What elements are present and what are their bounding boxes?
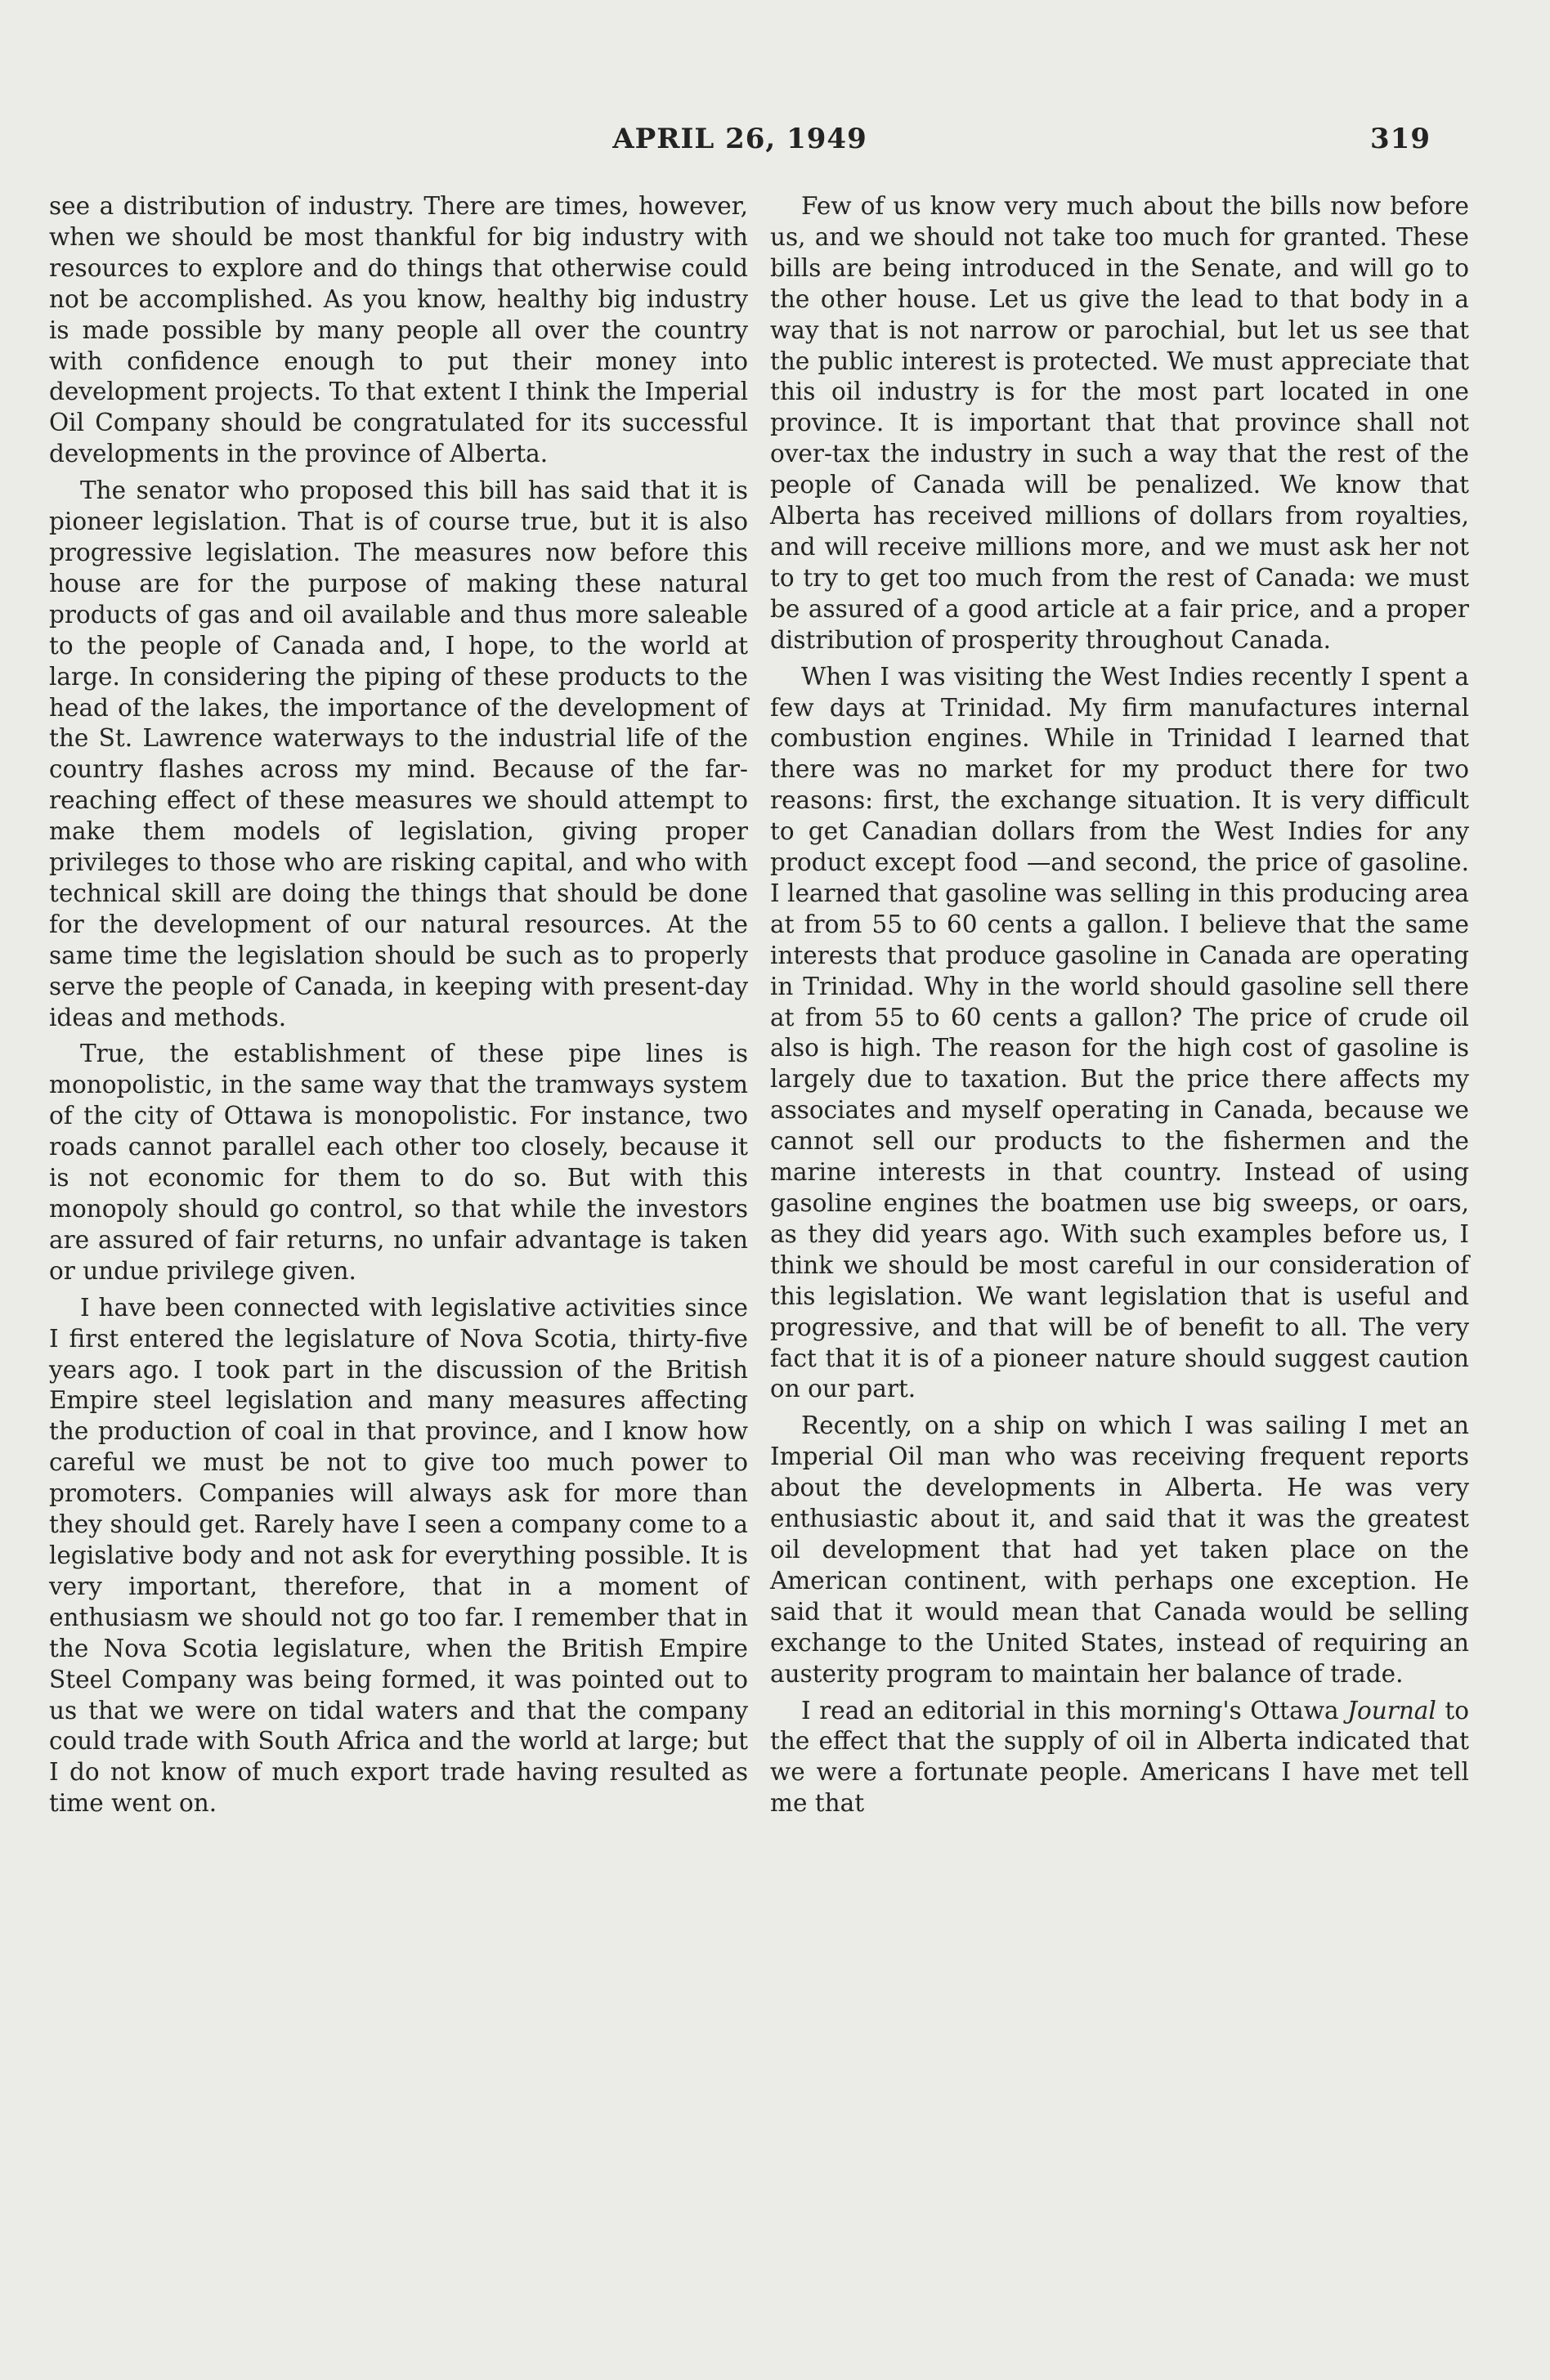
paragraph: The senator who proposed this bill has said that it is pioneer legislation. That is of course true, but it is also progressive legislation. The measures now before this house are for the purpose of making these natural products of gas and oil available and thus more saleable to the people of Canada and, I hope, to the world at large. In considering the piping of these products to the head of the lakes, the importance of the development of the St. Lawrence waterways to the industrial life of the country flashes across my mind. Because of the far-reaching effect of these measures we should attempt to make them models of legislation, giving proper privileges to those who are risking capital, and who with technical skill are doing the things that should be done for the development of our natural resources. At the same time the legislation should be such as to properly serve the people of Canada, in keeping with present-day ideas and methods. [49, 476, 748, 1031]
paragraph: Few of us know very much about the bills now before us, and we should not take too much for granted. These bills are being introduced in the Senate, and will go to the other house. Let us give the lead to that body in a way that is not narrow or parochial, but let us see that the public interest is protected. We must appreciate that this oil industry is for the most part located in one province. It is important that that province shall not over-tax the industry in such a way that the rest of the people of Canada will be penalized. We know that Alberta has received millions of dollars from royalties, and will receive millions more, and we must ask her not to try to get too much from the rest of Canada: we must be assured of a good article at a fair price, and a proper distribution of prosperity throughout Canada. [770, 192, 1469, 654]
newspaper-title: Journal [1347, 1696, 1436, 1725]
left-column [49, 191, 748, 1819]
page-number: 319 [1370, 123, 1431, 155]
paragraph: True, the establishment of these pipe lines is monopolistic, in the same way that the tramways system of the city of Ottawa is monopolistic. For instance, two roads cannot parallel each other too closely, because it is not economic for them to do so. But with this monopoly should go control, so that while the investors are assured of fair returns, no unfair advantage is taken or undue privilege given. [49, 1040, 748, 1285]
paragraph: see a distribution of industry. There are times, however, when we should be most thankful for big industry with resources to explore and do things that otherwise could not be accomplished. As you know, healthy big industry is made possible by many people all over the country with confidence enough to put their money into development projects. To that extent I think the Imperial Oil Company should be congratulated for its successful developments in the province of Alberta. [49, 192, 748, 468]
paragraph: I have been connected with legislative activities since I first entered the legislature of Nova Scotia, thirty-five years ago. I took part in the discussion of the British Empire steel legislation and many measures affecting the production of coal in that province, and I know how careful we must be not to give too much power to promoters. Companies will always ask for more than they should get. Rarely have I seen a company come to a legislative body and not ask for everything possible. It is very important, therefore, that in a moment of enthusiasm we should not go too far. I remember that in the Nova Scotia legislature, when the British Empire Steel Company was being formed, it was pointed out to us that we were on tidal waters and that the company could trade with South Africa and the world at large; but I do not know of much export trade having resulted as time went on. [49, 1293, 748, 1818]
paragraph [770, 1696, 1469, 1820]
header-date: APRIL 26, 1949 [612, 123, 867, 155]
paragraph-text: I read an editorial in this morning's Ottawa [801, 1696, 1348, 1725]
paragraph-text: to the effect that the supply of oil in Alberta indicated that we were a fortunate people. Americans I have met tell me that [770, 1696, 1469, 1818]
right-column [770, 191, 1469, 1819]
paragraph: Recently, on a ship on which I was sailing I met an Imperial Oil man who was receiving frequent reports about the developments in Alberta. He was very enthusiastic about it, and said that it was the greatest oil development that had yet taken place on the American continent, with perhaps one exception. He said that it would mean that Canada would be selling exchange to the United States, instead of requiring an austerity program to maintain her balance of trade. [770, 1411, 1469, 1688]
paragraph: When I was visiting the West Indies recently I spent a few days at Trinidad. My firm manufactures internal combustion engines. While in Trinidad I learned that there was no market for my product there for two reasons: first, the exchange situation. It is very difficult to get Canadian dollars from the West Indies for any product except food —and second, the price of gasoline. I learned that gasoline was selling in this producing area at from 55 to 60 cents a gallon. I believe that the same interests that produce gasoline in Canada are operating in Trinidad. Why in the world should gasoline sell there at from 55 to 60 cents a gallon? The price of crude oil also is high. The reason for the high cost of gasoline is largely due to taxation. But the price there affects my associates and myself operating in Canada, because we cannot sell our products to the fishermen and the marine interests in that country. Instead of using gasoline engines the boatmen use big sweeps, or oars, as they did years ago. With such examples before us, I think we should be most careful in our consideration of this legislation. We want legislation that is useful and progressive, and that will be of benefit to all. The very fact that it is of a pioneer nature should suggest caution on our part. [770, 662, 1469, 1403]
running-header [49, 123, 1431, 163]
